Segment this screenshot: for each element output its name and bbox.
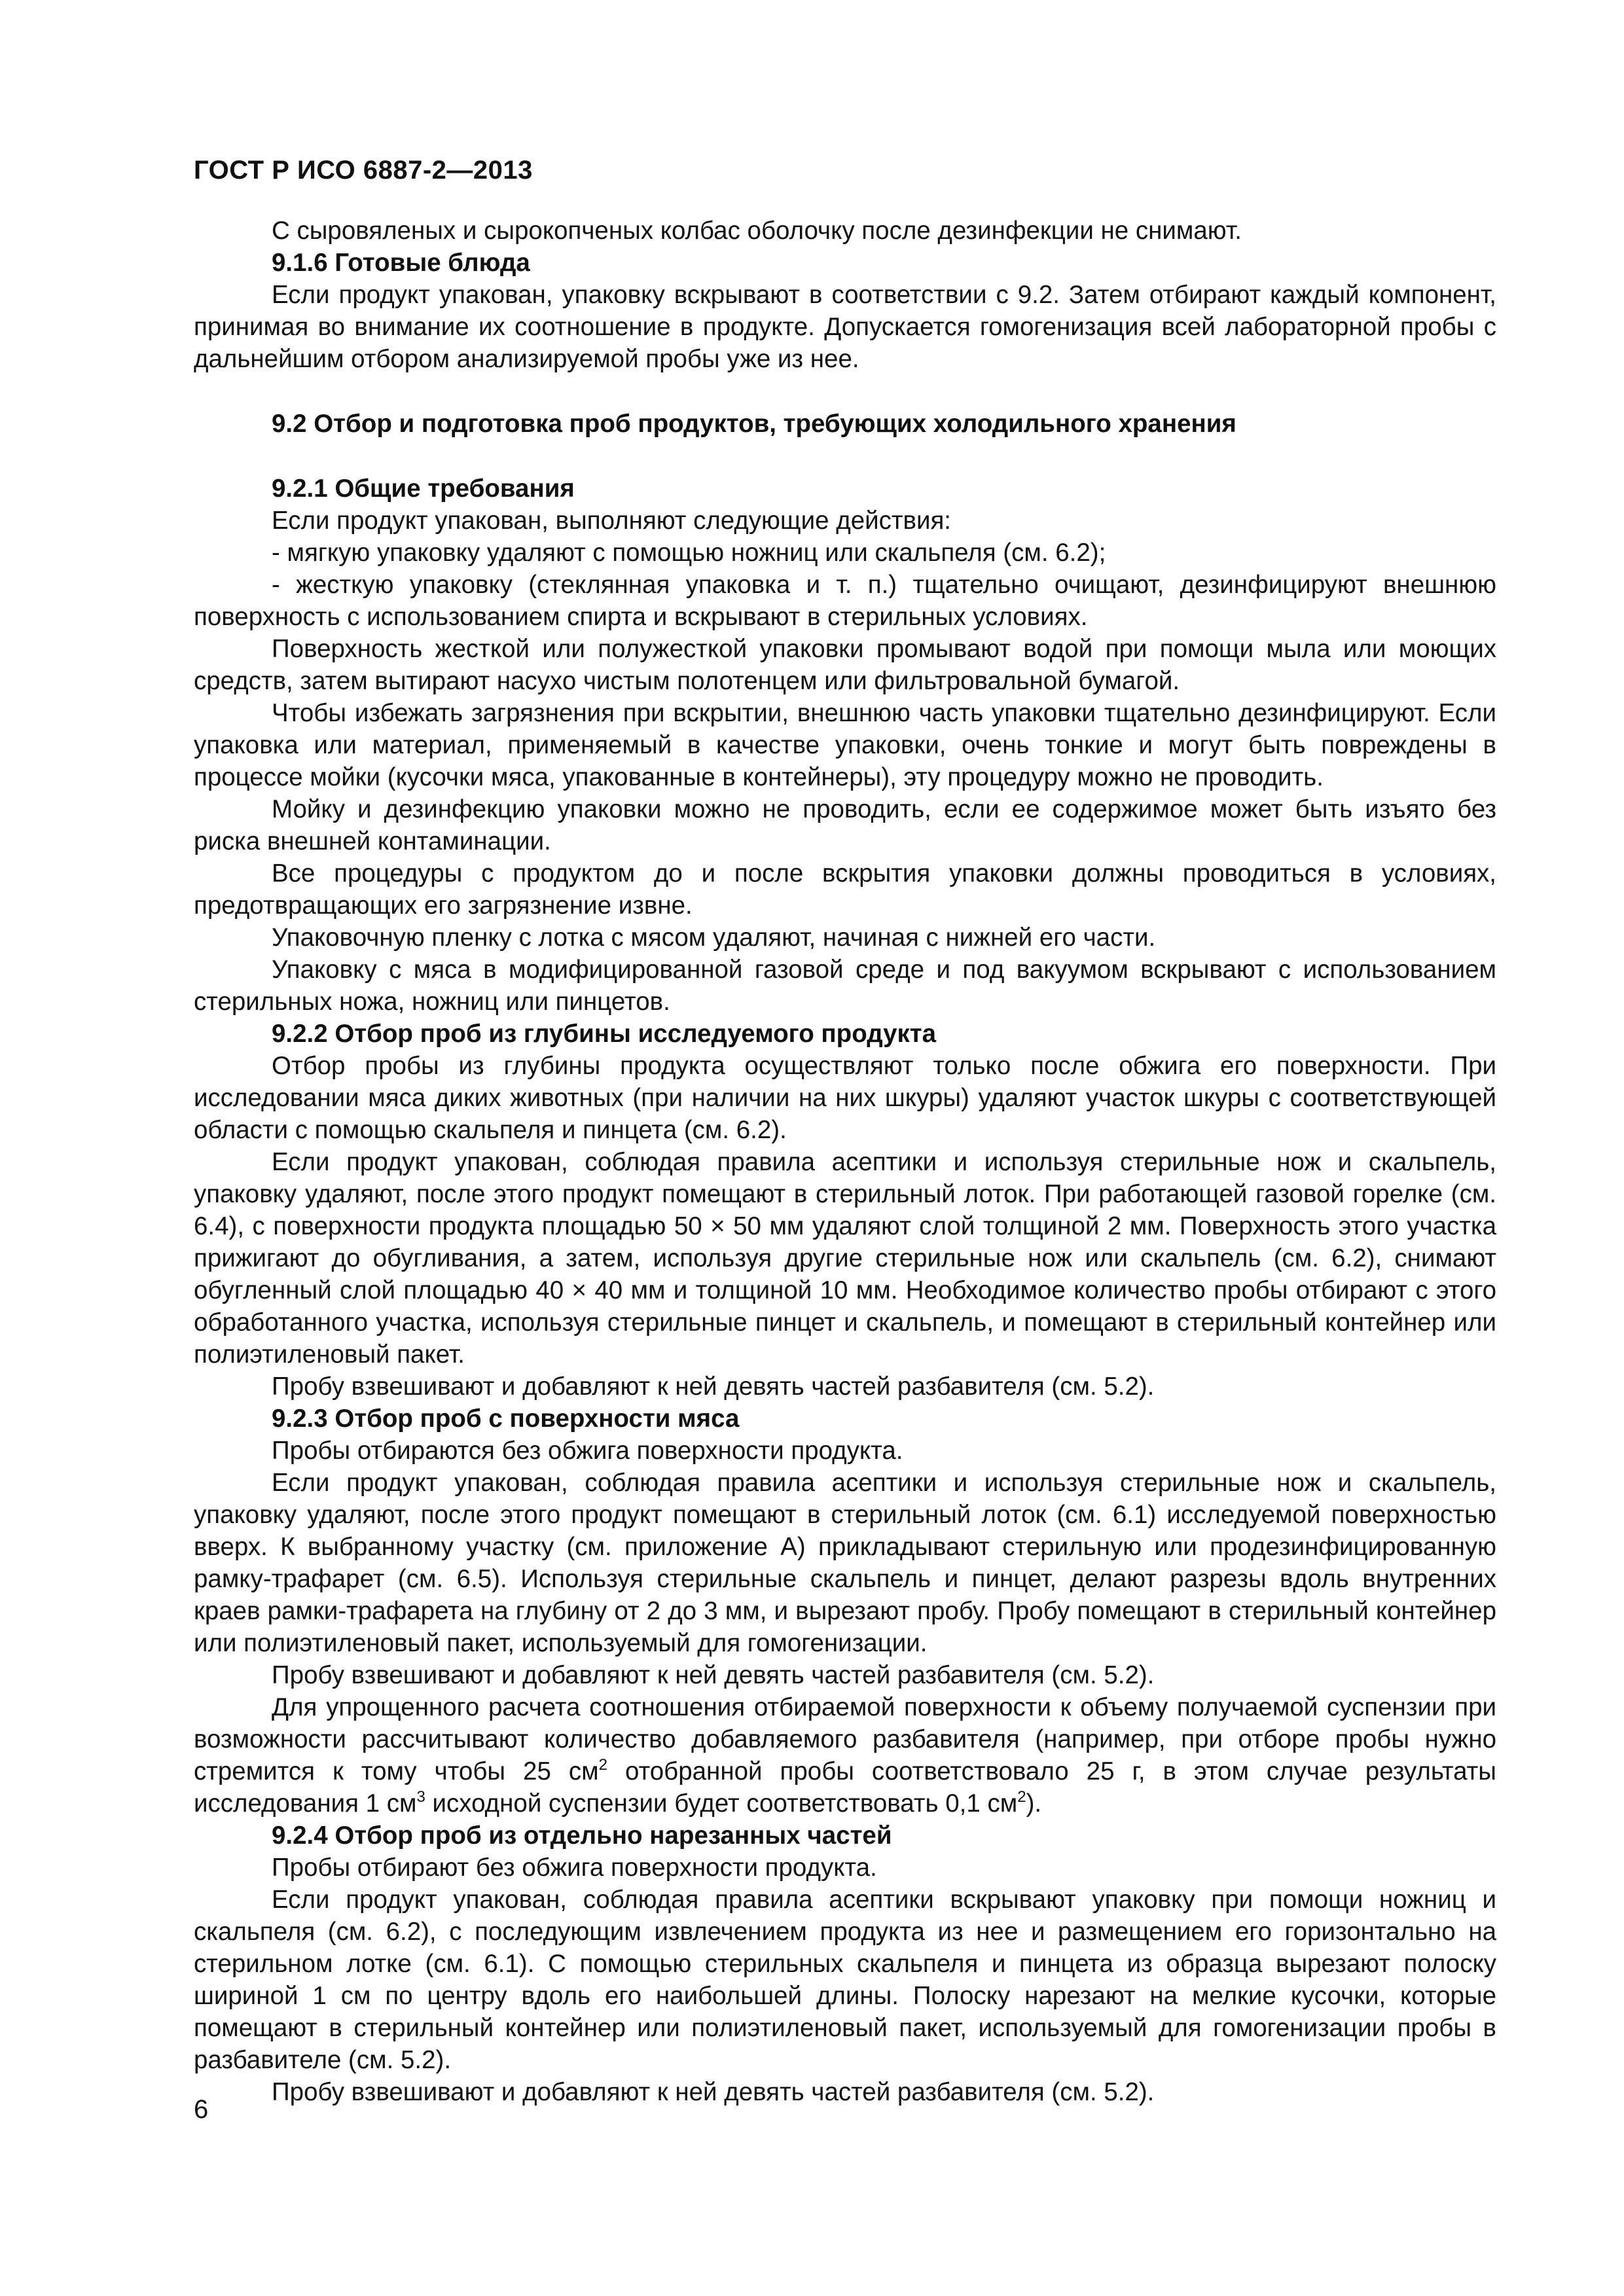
text-run: ). [1026,1789,1042,1818]
document-body [194,215,1496,2108]
paragraph: Если продукт упакован, соблюдая правила асептики вскрывают упаковку при помощи ножниц и скальпеля (см. 6.2), с последующим извлечением продукта из нее и размещением его горизонтально на стерильном лотке (см. 6.1). С помощью стерильных скальпеля и пинцета из образца вырезают полоску шириной 1 см по центру вдоль его наибольшей длины. Полоску нарезают на мелкие кусочки, которые помещают в стерильный контейнер или полиэтиленовый пакет, используемый для гомогенизации пробы в разбавителе (см. 5.2). [194,1886,1496,2074]
section-heading-9-2-4: 9.2.4 Отбор проб из отдельно нарезанных частей [272,1821,892,1850]
paragraph: Пробу взвешивают и добавляют к ней девять частей разбавителя (см. 5.2). [272,1372,1155,1401]
section-heading-9-2-1: 9.2.1 Общие требования [272,475,575,503]
text-run: отобранной пробы соответствовало 25 г, в этом случае результаты исследования 1 см [194,1757,1496,1818]
paragraph: Пробу взвешивают и добавляют к ней девять частей разбавителя (см. 5.2). [272,2078,1155,2106]
text-run: исходной суспензии будет соответствовать 0,1 см [425,1789,1018,1818]
paragraph: Отбор пробы из глубины продукта осуществляют только после обжига его поверхности. При исследовании мяса диких животных (при наличии на них шкуры) удаляют участок шкуры с соответствующей области с помощью скальпеля и пинцета (см. 6.2). [194,1052,1496,1144]
paragraph: Упаковочную пленку с лотка с мясом удаляют, начиная с нижней его части. [272,924,1156,952]
paragraph: С сыровяленых и сырокопченых колбас оболочку после дезинфекции не снимают. [272,217,1242,245]
paragraph: Если продукт упакован, упаковку вскрывают в соответствии с 9.2. Затем отбирают каждый компонент, принимая во внимание их соотношение в продукте. Допускается гомогенизация всей лабораторной пробы с дальнейшим отбором анализируемой пробы уже из нее. [194,281,1496,373]
superscript: 3 [416,1788,425,1806]
paragraph: Если продукт упакован, выполняют следующие действия: [272,507,951,535]
paragraph: Пробы отбираются без обжига поверхности продукта. [272,1437,903,1465]
list-item: - жесткую упаковку (стеклянная упаковка и т. п.) тщательно очищают, дезинфицируют внешнюю поверхность с использованием спирта и вскрывают в стерильных условиях. [194,571,1496,631]
document-header: ГОСТ Р ИСО 6887-2—2013 [194,156,533,185]
page-number: 6 [194,2095,209,2124]
superscript: 2 [1017,1788,1026,1806]
section-heading-9-2-2: 9.2.2 Отбор проб из глубины исследуемого продукта [272,1020,937,1048]
section-heading-9-1-6: 9.1.6 Готовые блюда [272,249,530,277]
paragraph-with-formula [194,1691,1496,1820]
paragraph: Поверхность жесткой или полужесткой упаковки промывают водой при помощи мыла или моющих средств, затем вытирают насухо чистым полотенцем или фильтровальной бумагой. [194,635,1496,695]
paragraph: Чтобы избежать загрязнения при вскрытии, внешнюю часть упаковки тщательно дезинфицируют. Если упаковка или материал, применяемый в качестве упаковки, очень тонкие и могут быть повреждены в процессе мойки (кусочки мяса, упакованные в контейнеры), эту процедуру можно не проводить. [194,699,1496,791]
paragraph: Пробу взвешивают и добавляют к ней девять частей разбавителя (см. 5.2). [272,1661,1155,1689]
text-run: Для упрощенного расчета соотношения отбираемой поверхности к объему получаемой суспензии при возможности рассчитывают количество добавляемого разбавителя (например, при отборе пробы нужно стремится к тому чтобы 25 см [194,1693,1496,1785]
paragraph: Пробы отбирают без обжига поверхности продукта. [272,1854,877,1882]
list-item: - мягкую упаковку удаляют с помощью ножниц или скальпеля (см. 6.2); [272,539,1106,567]
paragraph: Все процедуры с продуктом до и после вскрытия упаковки должны проводиться в условиях, предотвращающих его загрязнение извне. [194,859,1496,920]
section-heading-9-2: 9.2 Отбор и подготовка проб продуктов, требующих холодильного хранения [272,410,1236,438]
paragraph: Если продукт упакован, соблюдая правила асептики и используя стерильные нож и скальпель, упаковку удаляют, после этого продукт помещают в стерильный лоток. При работающей газовой горелке (см. 6.4), с поверхности продукта площадью 50 × 50 мм удаляют слой толщиной 2 мм. Поверхность этого участка прижигают до обугливания, а затем, используя другие стерильные нож или скальпель (см. 6.2), снимают обугленный слой площадью 40 × 40 мм и толщиной 10 мм. Необходимое количество пробы отбирают с этого обработанного участка, используя стерильные пинцет и скальпель, и помещают в стерильный контейнер или полиэтиленовый пакет. [194,1148,1496,1369]
superscript: 2 [598,1756,607,1774]
paragraph: Если продукт упакован, соблюдая правила асептики и используя стерильные нож и скальпель, упаковку удаляют, после этого продукт помещают в стерильный лоток (см. 6.1) исследуемой поверхностью вверх. К выбранному участку (см. приложение А) прикладывают стерильную или продезинфицированную рамку-трафарет (см. 6.5). Используя стерильные скальпель и пинцет, делают разрезы вдоль внутренних краев рамки-трафарета на глубину от 2 до 3 мм, и вырезают пробу. Пробу помещают в стерильный контейнер или полиэтиленовый пакет, используемый для гомогенизации. [194,1469,1496,1657]
paragraph: Мойку и дезинфекцию упаковки можно не проводить, если ее содержимое может быть изъято без риска внешней контаминации. [194,795,1496,855]
section-heading-9-2-3: 9.2.3 Отбор проб с поверхности мяса [272,1405,740,1433]
paragraph: Упаковку с мяса в модифицированной газовой среде и под вакуумом вскрывают с использованием стерильных ножа, ножниц или пинцетов. [194,956,1496,1016]
